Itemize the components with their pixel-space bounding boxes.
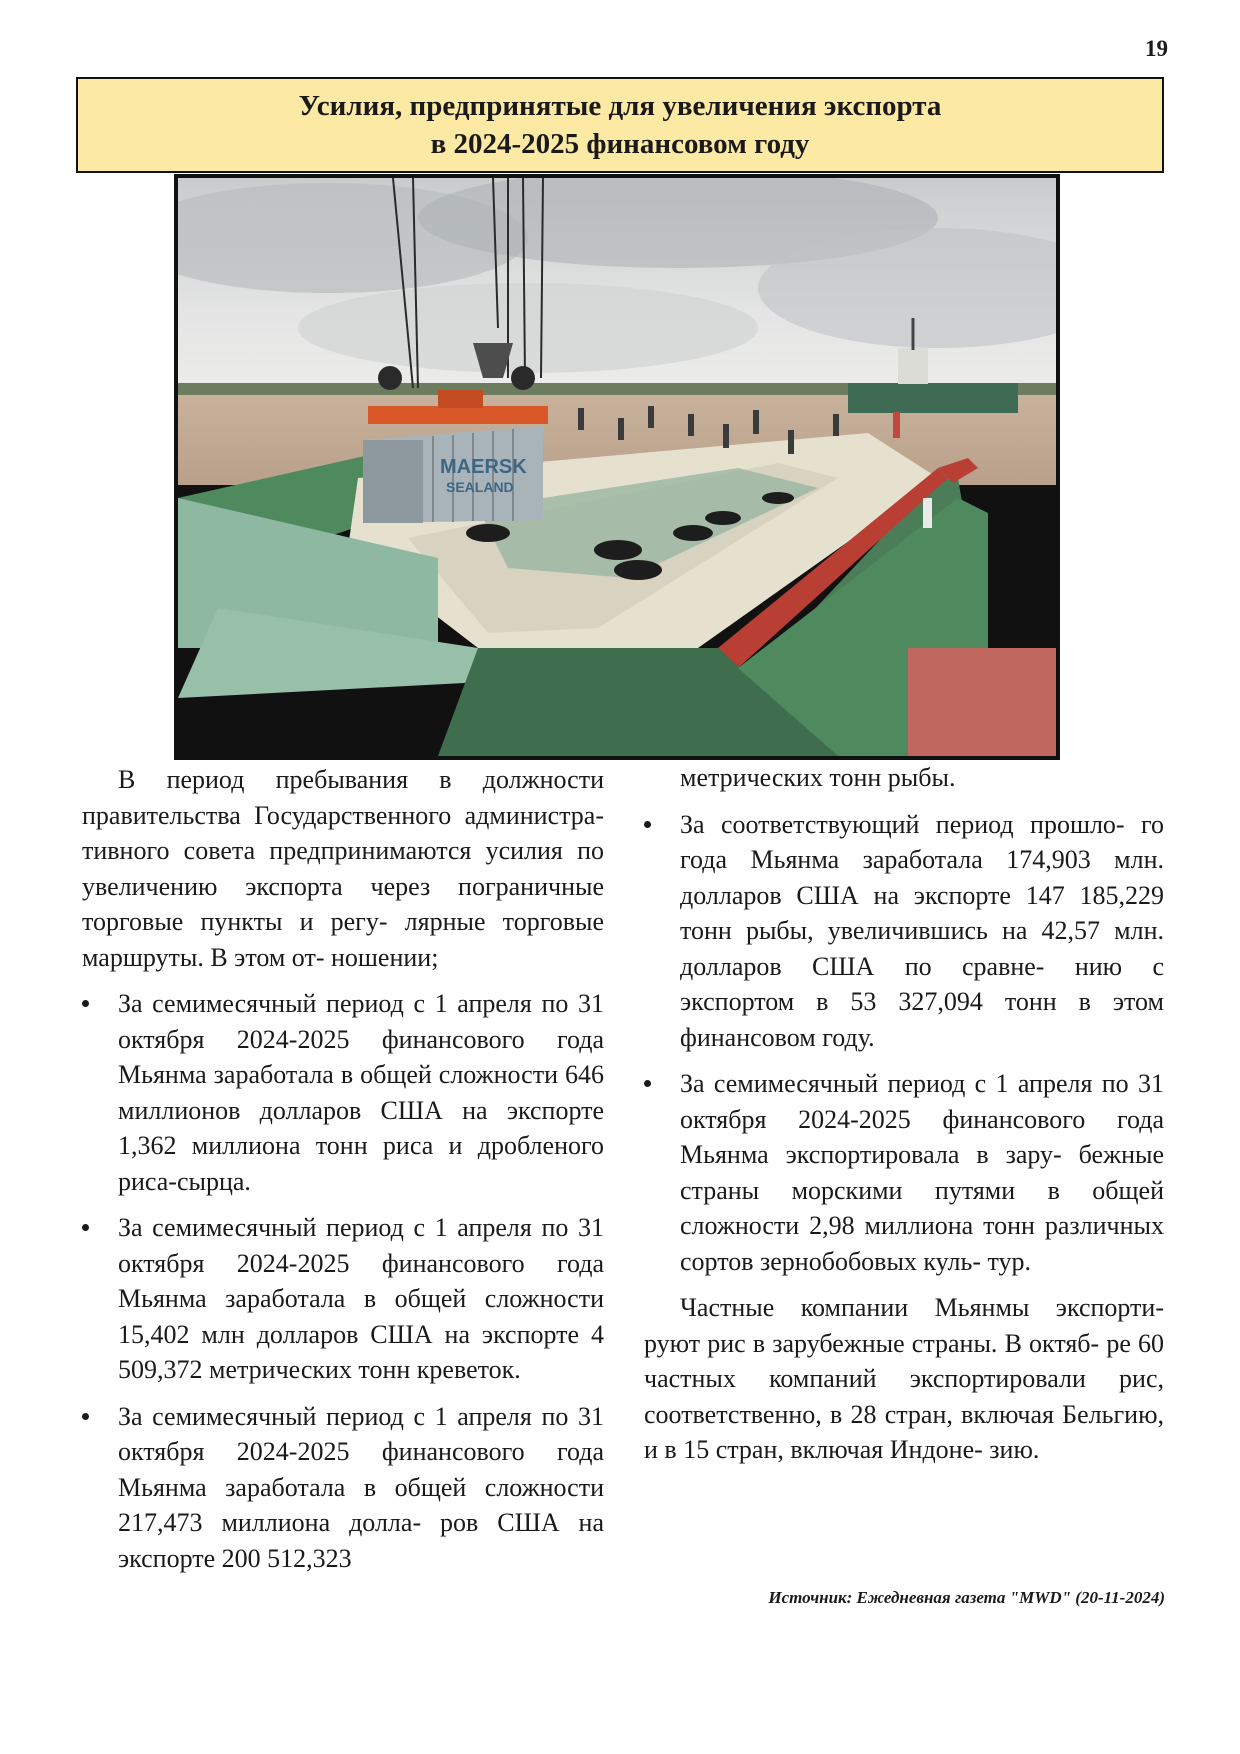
bullet-icon bbox=[82, 1413, 89, 1420]
closing-paragraph: Частные компании Мьянмы экспорти- руют рис в зарубежные страны. В октяб- ре 60 частных компаний экспортировали рис, соответственно, в 28 стран, включая Бельгию, и в 15 стран, включая Индоне- зию. bbox=[644, 1293, 1164, 1464]
title-line-2: в 2024-2025 финансовом году bbox=[430, 128, 810, 160]
container-text-1: MAERSK bbox=[440, 456, 527, 478]
bullet-item bbox=[82, 1399, 604, 1577]
bullet-item bbox=[82, 986, 604, 1199]
bullet-item bbox=[644, 1066, 1164, 1279]
bullet-item bbox=[82, 1210, 604, 1388]
distant-ship bbox=[848, 383, 1018, 413]
right-column bbox=[644, 762, 1164, 1468]
bullet-icon bbox=[82, 1000, 89, 1007]
bullet-icon bbox=[644, 821, 651, 828]
bullet-text: За семимесячный период с 1 апреля по 31 октября 2024-2025 финансового года Мьянма заработала в общей сложности 15,402 млн долларов США на экспорте 4 509,372 метрических тонн креветок. bbox=[118, 1213, 604, 1384]
bullet-item bbox=[644, 807, 1164, 1056]
photo-illustration bbox=[178, 178, 1056, 756]
bullet-icon bbox=[82, 1224, 89, 1231]
continuation-text: метрических тонн рыбы. bbox=[680, 763, 956, 792]
page-number: 19 bbox=[1145, 36, 1168, 61]
cargo-ship-photo bbox=[174, 174, 1060, 760]
container-text-2: SEALAND bbox=[446, 479, 514, 495]
intro-paragraph: В период пребывания в должности правительства Государственного администра- тивного совета предпринимаются усилия по увеличению экспорта через пограничные торговые пункты и регу- лярные торговые маршруты. В этом от- ношении; bbox=[82, 765, 604, 972]
red-deck-corner bbox=[908, 648, 1056, 756]
bullet-text: За семимесячный период с 1 апреля по 31 октября 2024-2025 финансового года Мьянма заработала в общей сложности 217,473 миллиона долла- ров США на экспорте 200 512,323 bbox=[118, 1401, 604, 1573]
container bbox=[363, 426, 543, 523]
source-credit: Источник: Ежедневная газета "MWD" (20-11-2024) bbox=[768, 1588, 1165, 1607]
title-box bbox=[76, 77, 1164, 173]
title-line-1: Усилия, предпринятые для увеличения экспорта bbox=[298, 90, 942, 122]
bullet-text: За семимесячный период с 1 апреля по 31 октября 2024-2025 финансового года Мьянма заработала в общей сложности 646 миллионов долларов США на экспорте 1,362 миллиона тонн риса и дробленого риса-сырца. bbox=[118, 989, 604, 1196]
left-column bbox=[82, 762, 604, 1576]
bullet-text: За семимесячный период с 1 апреля по 31 октября 2024-2025 финансового года Мьянма экспортировала в зару- бежные страны морскими путями в общей сложности 2,98 миллиона тонн различных сортов зернобобовых куль- тур. bbox=[680, 1069, 1164, 1276]
bullet-icon bbox=[644, 1080, 651, 1087]
crane-spreader bbox=[368, 406, 548, 424]
bullet-text: За соответствующий период прошло- го года Мьянма заработала 174,903 млн. долларов США на экспорте 147 185,229 тонн рыбы, увеличившись на 42,57 млн. долларов США по сравне- нию с экспортом в 53 327,094 тонн в этом финансовом году. bbox=[680, 809, 1164, 1052]
